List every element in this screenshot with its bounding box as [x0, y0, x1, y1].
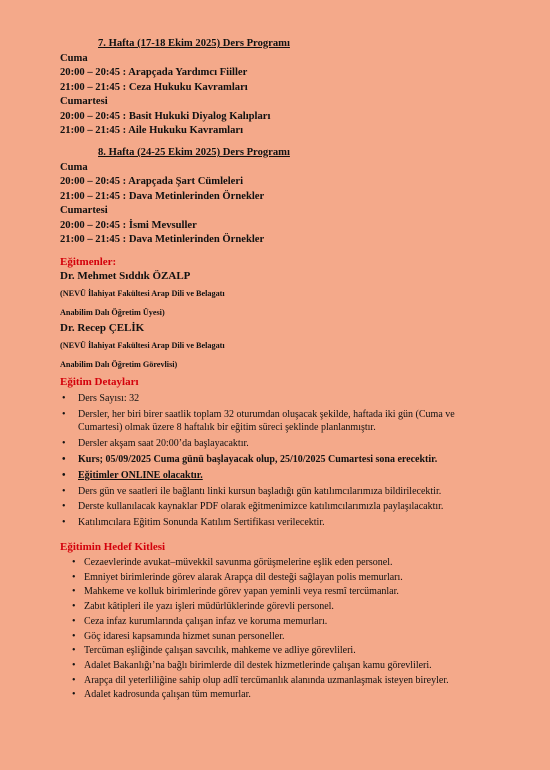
- list-item: • Dersler, her biri birer saatlik toplam 32 oturumdan oluşacak şekilde, haftada iki gün (Cuma ve Cumartesi) olmak üzere 8 haftalık bir eğitim süreci şeklinde planlanmıştır.: [60, 408, 500, 435]
- list-item: • Mahkeme ve kolluk birimlerinde görev yapan yeminli veya resmî tercümanlar.: [70, 585, 490, 598]
- list-item: [60, 469, 500, 483]
- list-item: • Kurs; 05/09/2025 Cuma günü başlayacak olup, 25/10/2025 Cumartesi sona erecektir.: [60, 453, 500, 467]
- trainer-1-affiliation: [60, 284, 225, 322]
- trainer-2-affiliation-line: Anabilim Dalı Öğretim Görevlisi): [60, 360, 178, 369]
- online-notice: Eğitimler ONLINE olacaktır.: [78, 469, 203, 481]
- week-8-title: 8. Hafta (24-25 Ekim 2025) Ders Programı: [98, 147, 290, 158]
- list-item: • Göç idaresi kapsamında hizmet sunan personeller.: [70, 630, 490, 643]
- list-item: • Adalet kadrosunda çalışan tüm memurlar.: [70, 688, 490, 701]
- week-7-session: 21:00 – 21:45 : Ceza Hukuku Kavramları: [60, 81, 248, 93]
- target-heading: Eğitimin Hedef Kitlesi: [60, 541, 166, 553]
- week-8-session: 21:00 – 21:45 : Dava Metinlerinden Örnekler: [60, 234, 265, 245]
- details-heading: Eğitim Detayları: [60, 376, 139, 388]
- trainer-2-affiliation-line: (NEVÜ İlahiyat Fakültesi Arap Dili ve Belagatı: [60, 341, 225, 350]
- list-item: • Katılımcılara Eğitim Sonunda Katılım Sertifikası verilecektir.: [60, 516, 500, 530]
- trainer-1-affiliation-line: Anabilim Dalı Öğretim Üyesi): [60, 308, 165, 317]
- trainer-2-name: Dr. Recep ÇELİK: [60, 322, 145, 334]
- week-7-session: 20:00 – 20:45 : Basit Hukuki Diyalog Kalıpları: [60, 110, 271, 122]
- week-8-schedule: [60, 146, 500, 248]
- trainer-1-affiliation-line: (NEVÜ İlahiyat Fakültesi Arap Dili ve Belagatı: [60, 289, 225, 298]
- week-8-day-2: Cumartesi: [60, 205, 108, 216]
- week-7-schedule: [60, 37, 500, 139]
- list-item: • Adalet Bakanlığı’na bağlı birimlerde dil destek hizmetlerinde çalışan kamu görevlileri.: [70, 659, 490, 672]
- list-item: • Ders gün ve saatleri ile bağlantı linki kursun başladığı gün katılımcılarımıza bildirilecektir.: [60, 485, 500, 499]
- target-list: [70, 556, 490, 703]
- list-item: • Ceza infaz kurumlarında çalışan infaz ve koruma memurları.: [70, 615, 490, 628]
- list-item: • Derste kullanılacak kaynaklar PDF olarak eğitmenimizce katılımcılarımızla paylaşılacaktır.: [60, 500, 500, 514]
- week-8-session: 21:00 – 21:45 : Dava Metinlerinden Örnekler: [60, 190, 265, 202]
- week-7-session: 21:00 – 21:45 : Aile Hukuku Kavramları: [60, 125, 244, 136]
- list-item: • Tercüman eşliğinde çalışan savcılık, mahkeme ve adliye görevlileri.: [70, 644, 490, 657]
- week-7-title: 7. Hafta (17-18 Ekim 2025) Ders Programı: [98, 38, 290, 49]
- details-list: [60, 392, 500, 532]
- list-item: • Arapça dil yeterliliğine sahip olup adlî tercümanlık alanında uzmanlaşmak isteyen bireyler.: [70, 674, 490, 687]
- list-item: • Zabıt kâtipleri ile yazı işleri müdürlüklerinde görevli personel.: [70, 600, 490, 613]
- week-7-day-2: Cumartesi: [60, 96, 108, 107]
- trainers-heading: Eğitmenler:: [60, 256, 117, 268]
- trainer-2-affiliation: [60, 336, 225, 374]
- week-7-day-1: Cuma: [60, 52, 88, 64]
- week-8-session: 20:00 – 20:45 : Arapçada Şart Cümleleri: [60, 176, 244, 187]
- list-item: • Emniyet birimlerinde görev alarak Arapça dil desteği sağlayan polis memurları.: [70, 571, 490, 584]
- list-item: • Cezaevlerinde avukat–müvekkil savunma görüşmelerine eşlik eden personel.: [70, 556, 490, 569]
- list-item: • Dersler akşam saat 20:00’da başlayacaktır.: [60, 437, 500, 451]
- week-8-day-1: Cuma: [60, 161, 88, 173]
- list-item: • Ders Sayısı: 32: [60, 392, 500, 406]
- week-8-session: 20:00 – 20:45 : İsmi Mevsuller: [60, 219, 197, 231]
- week-7-session: 20:00 – 20:45 : Arapçada Yardımcı Fiiller: [60, 67, 248, 78]
- trainer-1-name: Dr. Mehmet Sıddık ÖZALP: [60, 270, 191, 282]
